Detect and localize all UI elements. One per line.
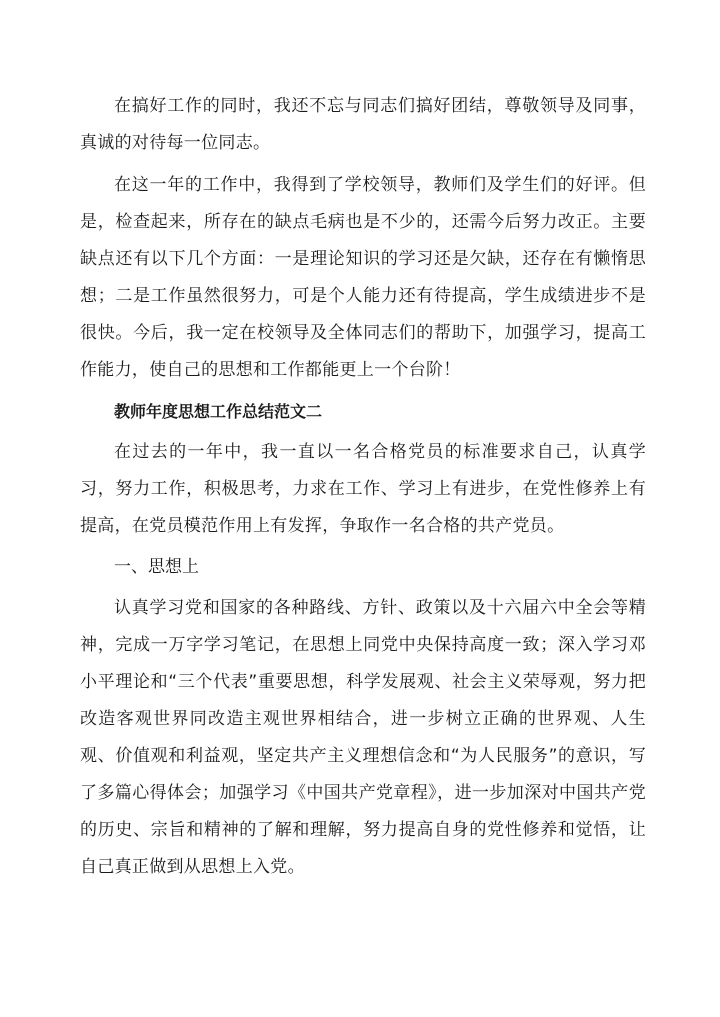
paragraph-ideology: 认真学习党和国家的各种路线、方针、政策以及十六届六中全会等精神，完成一万字学习笔记，在思想上同党中央保持高度一致；深入学习邓小平理论和“三个代表”重要思想，科学发展观、社会主义荣辱观，努力把改造客观世界同改造主观世界相结合，进一步树立正确的世界观、人生观、价值观和利益观，坚定共产主义理想信念和“为人民服务”的意识，写了多篇心得体会；加强学习《中国共产党章程》，进一步加深对中国共产党的历史、宗旨和精神的了解和理解，努力提高自身的党性修养和觉悟，让自己真正做到从思想上入党。 bbox=[80, 598, 646, 877]
paragraph-shortcomings: 在这一年的工作中，我得到了学校领导，教师们及学生们的好评。但是，检查起来，所存在的缺点毛病也是不少的，还需今后努力改正。主要缺点还有以下几个方面：一是理论知识的学习还是欠缺，还存在有懒惰思想；二是工作虽然很努力，可是个人能力还有待提高，学生成绩进步不是很快。今后，我一定在校领导及全体同志们的帮助下，加强学习，提高工作能力，使自己的思想和工作都能更上一个台阶！ bbox=[80, 175, 646, 380]
subsection-title: 一、思想上 bbox=[114, 557, 199, 577]
section-title: 教师年度思想工作总结范文二 bbox=[114, 402, 323, 421]
document-page bbox=[80, 88, 646, 886]
paragraph-intro: 在过去的一年中，我一直以一名合格党员的标准要求自己，认真学习，努力工作，积极思考，力求在工作、学习上有进步，在党性修养上有提高，在党员模范作用上有发挥，争取作一名合格的共产党员。 bbox=[80, 442, 646, 536]
paragraph-unity: 在搞好工作的同时，我还不忘与同志们搞好团结，尊敬领导及同事，真诚的对待每一位同志。 bbox=[80, 96, 646, 153]
